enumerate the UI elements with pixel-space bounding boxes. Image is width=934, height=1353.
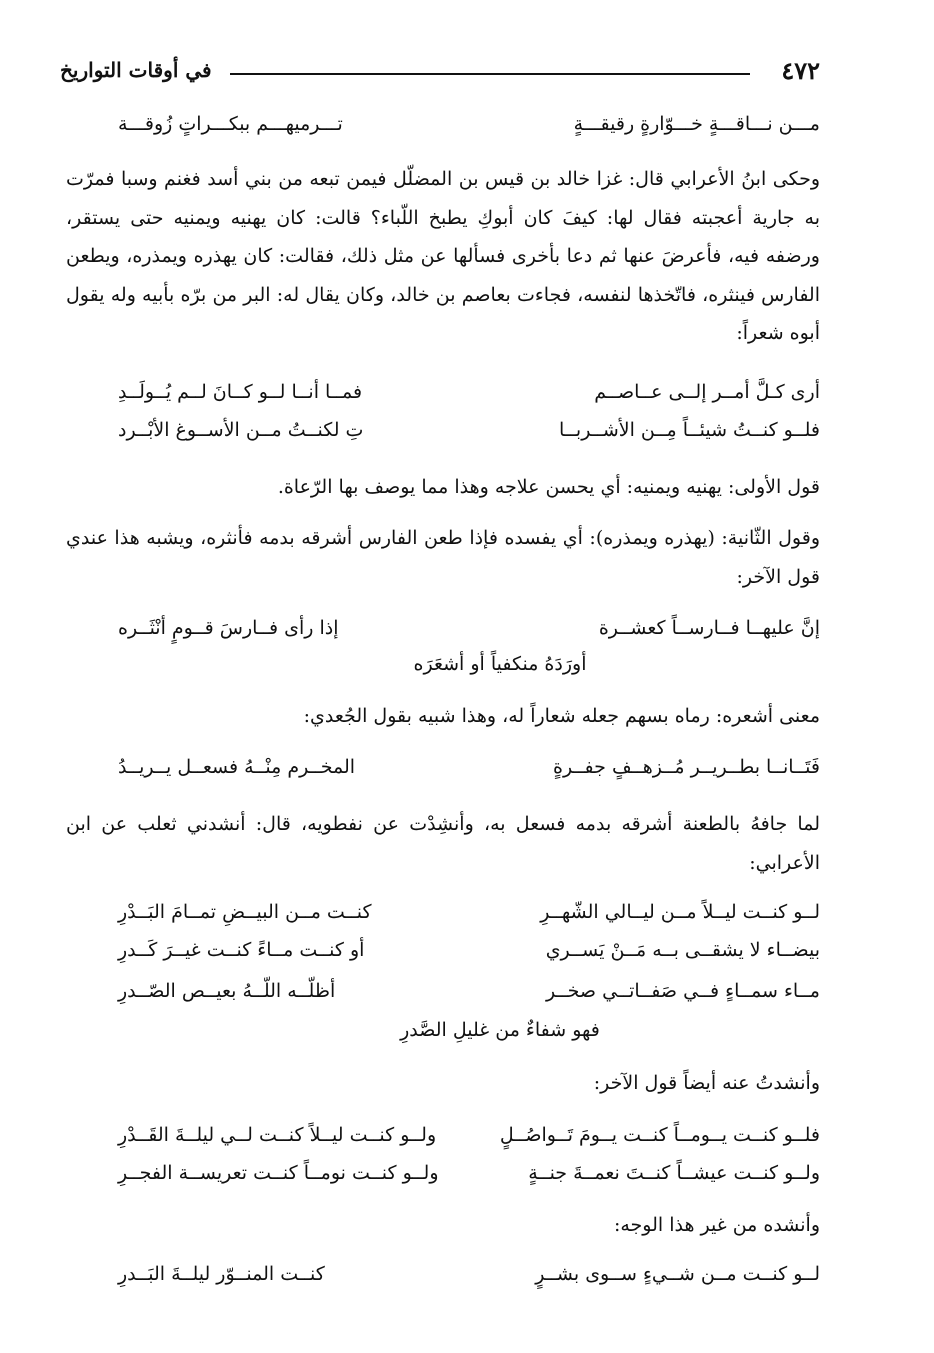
verse-hemistich-second: أظلّــه اللّــهُ بعيــص الصّــدرِ [118, 980, 336, 1002]
verse-line [118, 902, 820, 930]
running-header [60, 56, 820, 90]
paragraph: وقول الثّانية: (يهذره ويمذره): أي يفسده فإذا طعن الفارس أشرقه بدمه فأنثره، ويشبه هذا عندي قول الآخر: [66, 527, 820, 588]
verse-line [118, 981, 820, 1009]
verse-hemistich-second: ولــو كنــت نومــاً كنــت تعريســة الفجــرِ [118, 1162, 439, 1184]
verse-hemistich-first: مـــن نـــاقـــةٍ خـــوّارةٍ رقيقـــةٍ [573, 113, 820, 135]
paragraph: وأنشدتُ عنه أيضاً قول الآخر: [593, 1072, 820, 1094]
verse-hemistich-second: أو كنــت مــاءً كنــت غيــرَ كَــدرِ [118, 939, 365, 961]
verse-hemistich-second: تِ لكنــتُ مــن الأســوغ الأبْــرد [118, 419, 364, 441]
verse-hemistich-second: فمــا أنــا لــو كــانَ لــم يُــولَــدِ [118, 381, 363, 403]
verse-hemistich-first: فلــو كنــتُ شيئــاً مِــن الأشــربــا [559, 419, 820, 441]
verse-line [118, 114, 820, 142]
verse-hemistich-first: أرى كـلَّ أمــر إلــى عــاصــم [594, 381, 820, 403]
verse-hemistich-second: ولــو كنــت ليــلاً كنــت لــي ليلــةَ القَــدْرِ [118, 1124, 437, 1146]
verse-hemistich-first: فلــو كنــت يــومــاً كنــت يــومَ تَــواصُــلٍ [499, 1124, 820, 1146]
verse-hemistich-second: المخــرم مِنْــهُ فسعــل يــريــدُ [118, 756, 356, 778]
verse-line [118, 940, 820, 968]
verse-line [118, 757, 820, 785]
verse-continuation: فهو شفاءٌ من غليلِ الصَّدرِ [400, 1019, 600, 1041]
verse-line [118, 618, 820, 646]
paragraph: معنى أشعره: رماه بسهم جعله شعاراً له، وهذا شبيه بقول الجُعدي: [303, 705, 820, 727]
running-title: في أوقات التواريخ [60, 58, 212, 82]
verse-hemistich-second: كنــت مــن البيــضِ تمــامَ البَــدْرِ [118, 901, 372, 923]
paragraph: وأنشده من غير هذا الوجه: [613, 1214, 820, 1236]
page-number: ٤٧٢ [781, 56, 820, 85]
verse-hemistich-second: إذا رأى فــارسَ قــومٍ أنْثَــره [118, 617, 339, 639]
verse-hemistich-first: لــو كنــت مــن شــيءٍ ســوى بشــرٍ [535, 1263, 820, 1285]
verse-line [118, 1163, 820, 1191]
verse-hemistich-second: كنــت المنــوّر ليلــةَ البَــدرِ [118, 1263, 325, 1285]
verse-hemistich-first: إنَّ عليهــا فــارســاً كعشــرة [598, 617, 820, 639]
verse-line [118, 1264, 820, 1292]
verse-line [118, 420, 820, 448]
verse-line [118, 382, 820, 410]
header-rule [230, 73, 750, 75]
verse-hemistich-first: ولــو كنــت عيشــاً كنــتَ نعمــةَ جنــةٍ [528, 1162, 820, 1184]
verse-line [118, 1125, 820, 1153]
verse-hemistich-first: مــاء سمــاءٍ فــي صَفــاتــي صخــر [546, 980, 820, 1002]
verse-hemistich-first: بيضــاء لا يشقــى بــه مَــنْ يَســري [545, 939, 820, 961]
verse-hemistich-first: فَتَــانــا بطــريــر مُــزهــفٍ جفــرةٍ [552, 756, 820, 778]
paragraph: وحكى ابنُ الأعرابي قال: غزا خالد بن قيس بن المضلّل فيمن تبعه من بني أسد فغنم وسبا فمرّت به جارية أعجبته فقال لها: كيفَ كان أبوكِ يطبخ اللّباء؟ قالت: كان يهنيه ويمنيه حتى يستقر، ورضفه فيه، فأعرضَ عنها ثم دعا بأخرى فسألها عن مثل ذلك، فقالت: كان يهذره ويمذره، ويطعن الفارس فينثره، فاتّخذها لنفسه، فجاءت بعاصم بن خالد، وكان يقال له: البر من برّه بأبيه وله يقول أبوه شعراً: [66, 168, 820, 344]
verse-continuation: أورَدَهُ منكفياً أو أشعَرَه [413, 653, 587, 675]
paragraph: قول الأولى: يهنيه ويمنيه: أي يحسن علاجه وهذا مما يوصف بها الرّعاة. [277, 476, 820, 498]
verse-hemistich-second: تـــرميهـــم ببكـــراتٍ زُوقـــة [118, 113, 343, 135]
paragraph: لما جافهُ بالطعنة أشرقه بدمه فسعل به، وأنشِدْت عن نفطويه، قال: أنشدني ثعلب عن ابن الأعرابي: [66, 813, 820, 874]
verse-hemistich-first: لــو كنــت ليــلاً مــن ليــالي الشّهــرِ [540, 901, 820, 923]
